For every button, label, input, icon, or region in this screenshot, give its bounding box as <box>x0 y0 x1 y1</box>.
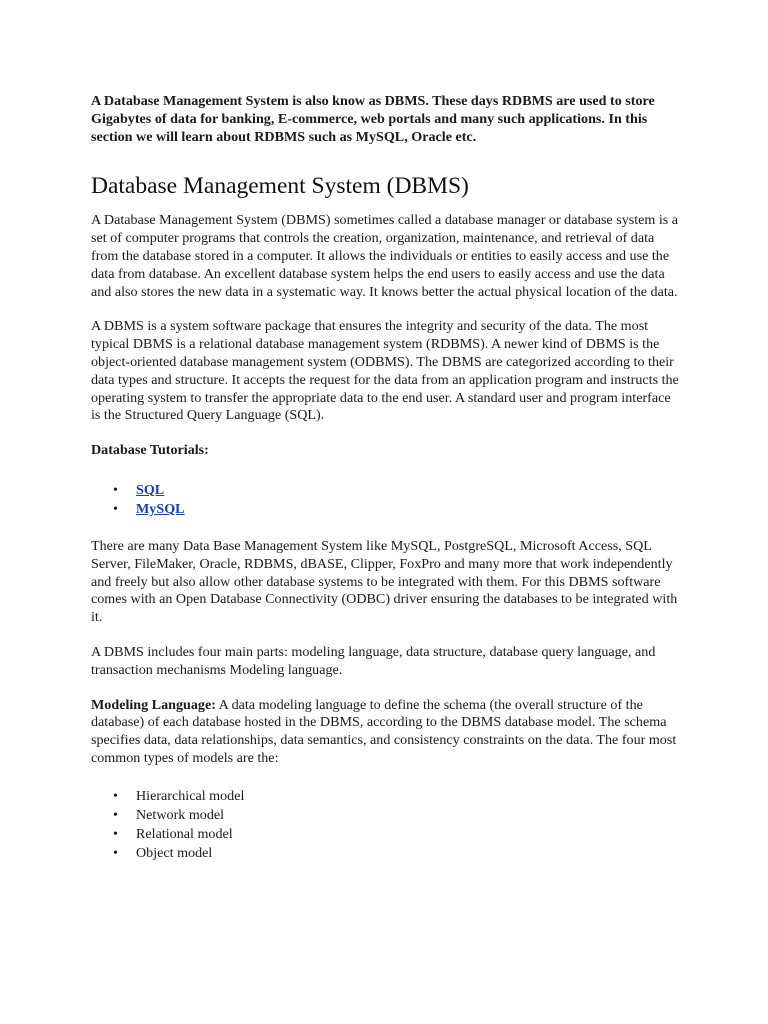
document-page <box>91 93 681 863</box>
bullet-icon: • <box>113 825 118 842</box>
models-list <box>91 787 681 863</box>
modeling-language-text: A data modeling language to define the schema (the overall structure of the database) of each database hosted in the DBMS, according to the DBMS database model. The schema specifies data, data relationships, data semantics, and consistency constraints on the data. The four most common types of models are the: <box>91 696 677 766</box>
bullet-icon: • <box>113 844 118 861</box>
list-item <box>91 844 681 863</box>
intro-paragraph: A Database Management System is also know as DBMS. These days RDBMS are used to store Gigabytes of data for banking, E-commerce, web portals and many such applications. In this section we will learn about RDBMS such as MySQL, Oracle etc. <box>91 93 655 145</box>
tutorials-list <box>91 481 681 519</box>
list-item <box>91 787 681 806</box>
bullet-icon: • <box>113 500 118 517</box>
list-item <box>91 500 681 519</box>
model-hierarchical: Hierarchical model <box>136 787 245 804</box>
list-item <box>91 806 681 825</box>
model-object: Object model <box>136 844 213 861</box>
paragraph-dbms-parts: A DBMS includes four main parts: modeling language, data structure, database query language, and transaction mechanisms Modeling language. <box>91 643 656 678</box>
model-relational: Relational model <box>136 825 233 842</box>
page-title: Database Management System (DBMS) <box>91 173 469 200</box>
bullet-icon: • <box>113 806 118 823</box>
paragraph-dbms-types: A DBMS is a system software package that ensures the integrity and security of the data. The most typical DBMS is a relational database management system (RDBMS). A newer kind of DBMS is the object-oriented database management system (ODBMS). The DBMS are categorized according to their data types and structure. It accepts the request for the data from an application program and instructs the operating system to transfer the appropriate data to the end user. A standard user and program interface is the Structured Query Language (SQL). <box>91 318 679 424</box>
paragraph-definition: A Database Management System (DBMS) sometimes called a database manager or database system is a set of computer programs that controls the creation, organization, maintenance, and retrieval of data from the database stored in a computer. It allows the individuals or entities to easily access and use the data from database. An excellent database system helps the end users to easily access and use the data and also stores the new data in a systematic way. It knows better the actual physical location of the data. <box>91 212 679 300</box>
model-network: Network model <box>136 806 225 823</box>
paragraph-modeling-language <box>91 697 681 768</box>
list-item <box>91 481 681 500</box>
list-item <box>91 825 681 844</box>
bullet-icon: • <box>113 481 118 498</box>
mysql-link[interactable]: MySQL <box>136 500 185 517</box>
bullet-icon: • <box>113 787 118 804</box>
modeling-language-label: Modeling Language: <box>91 696 216 713</box>
tutorials-heading: Database Tutorials: <box>91 442 209 459</box>
paragraph-dbms-examples: There are many Data Base Management System like MySQL, PostgreSQL, Microsoft Access, SQL Server, FileMaker, Oracle, RDBMS, dBASE, Clipper, FoxPro and many more that work independently and freely but also allow other database systems to be integrated with them. For this DBMS software comes with an Open Database Connectivity (ODBC) driver ensuring the databases to be integrated with it. <box>91 537 678 626</box>
sql-link[interactable]: SQL <box>136 481 165 498</box>
